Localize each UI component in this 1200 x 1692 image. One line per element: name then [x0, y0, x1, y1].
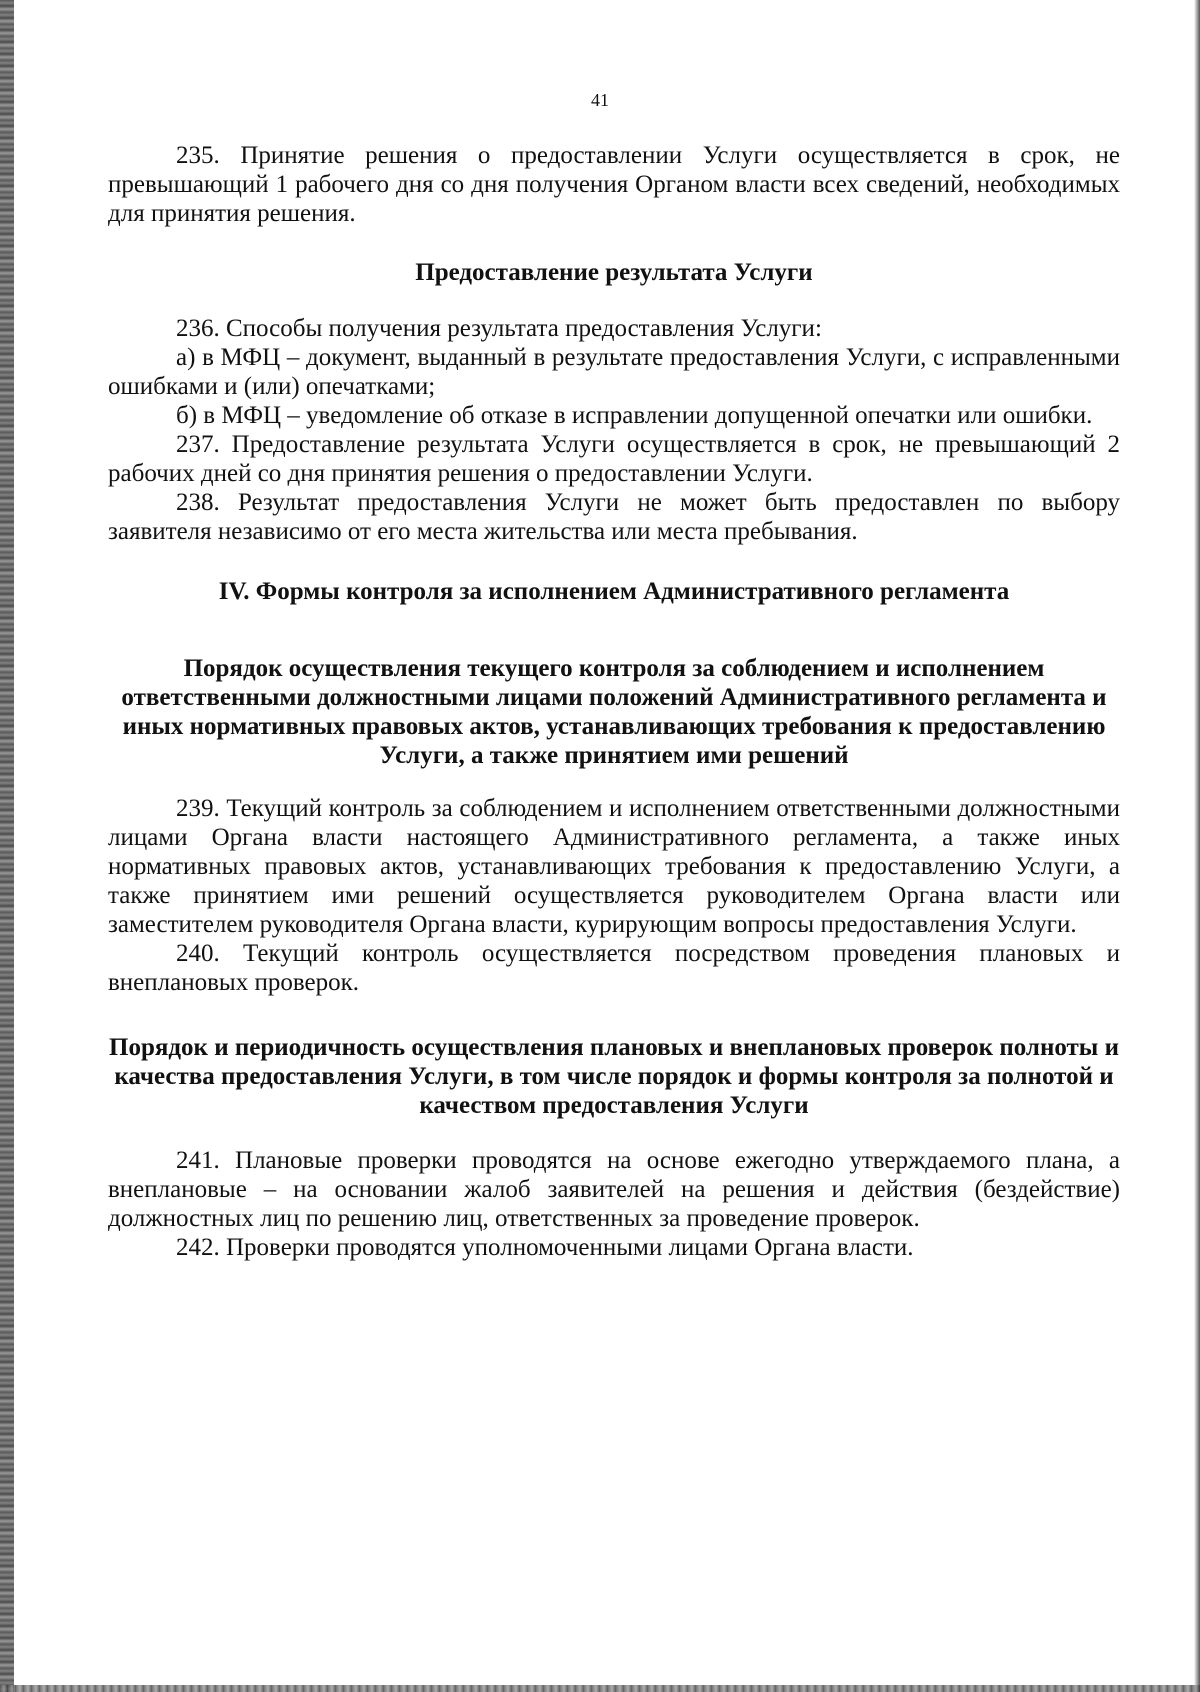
scan-shadow-left [0, 0, 14, 1692]
scan-shadow-bottom [0, 1685, 1200, 1692]
paragraph-236-b: б) в МФЦ – уведомление об отказе в исправлении допущенной опечатки или ошибки. [176, 402, 1093, 429]
scan-shadow-right [1194, 0, 1200, 1692]
paragraph-237: 237. Предоставление результата Услуги осуществляется в срок, не превышающий 2 рабочих дней со дня принятия решения о предоставлении Услуги. [108, 431, 1120, 487]
paragraph-240: 240. Текущий контроль осуществляется посредством проведения плановых и внеплановых проверок. [108, 940, 1120, 996]
section-heading-result: Предоставление результата Услуги [415, 259, 813, 286]
section-heading-part-iv: IV. Формы контроля за исполнением Административного регламента [218, 578, 1010, 605]
section-heading-current-control: Порядок осуществления текущего контроля за соблюдением и исполнением ответственными должностными лицами положений Административного регламента и иных нормативных правовых актов, устанавливающих требования к предоставлению Услуги, а также принятием ими решений [121, 655, 1107, 769]
paragraph-235: 235. Принятие решения о предоставлении Услуги осуществляется в срок, не превышающий 1 рабочего дня со дня получения Органом власти всех сведений, необходимых для принятия решения. [108, 142, 1120, 227]
paragraph-238: 238. Результат предоставления Услуги не может быть предоставлен по выбору заявителя независимо от его места жительства или места пребывания. [108, 489, 1120, 545]
paragraph-236-a: а) в МФЦ – документ, выданный в результате предоставления Услуги, с исправленными ошибками и (или) опечатками; [108, 344, 1120, 400]
paragraph-241: 241. Плановые проверки проводятся на основе ежегодно утверждаемого плана, а внеплановые – на основании жалоб заявителей на решения и действия (бездействие) должностных лиц по решению лиц, ответственных за проведение проверок. [108, 1147, 1120, 1232]
paragraph-239: 239. Текущий контроль за соблюдением и исполнением ответственными должностными лицами Органа власти настоящего Административного регламента, а также иных нормативных правовых актов, устанавливающих требования к предоставлению Услуги, а также принятием ими решений осуществляется руководителем Органа власти или заместителем руководителя Органа власти, курирующим вопросы предоставления Услуги. [108, 795, 1120, 938]
paragraph-236: 236. Способы получения результата предоставления Услуги: [176, 315, 822, 342]
document-body [108, 141, 1120, 1262]
section-heading-inspections: Порядок и периодичность осуществления плановых и внеплановых проверок полноты и качества предоставления Услуги, в том числе порядок и формы контроля за полнотой и качеством предоставления Услуги [109, 1034, 1119, 1119]
page-number: 41 [591, 90, 609, 110]
paragraph-242: 242. Проверки проводятся уполномоченными лицами Органа власти. [176, 1234, 914, 1261]
